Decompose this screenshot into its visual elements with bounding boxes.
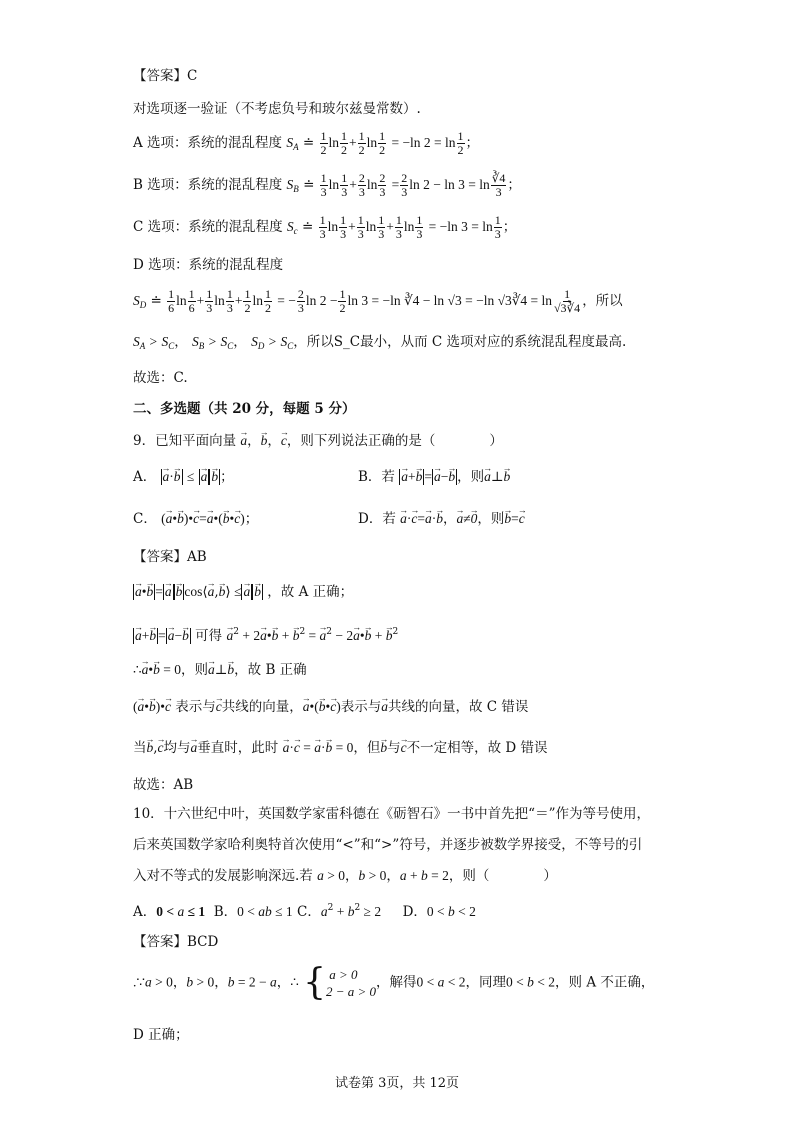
solution-text: 均与 xyxy=(163,740,191,756)
q9-answer-line xyxy=(133,547,207,567)
option-label: A 选项：系统的混乱程度 xyxy=(133,135,283,151)
solution-text: 共线的向量，故 C 错误 xyxy=(387,699,529,715)
q8-intro: 对选项逐一验证（不考虑负号和玻尔兹曼常数）. xyxy=(133,101,421,117)
q9-solution-b1: → a+→ b =→ a−→ b 可得 → $a^2 + 2\to$ a•→ b + → $b^2$ = → $a^2 - 2\to$ a•→ b + → $b^2$ xyxy=(133,622,398,646)
page-footer: 试卷第 3页，共 12页 xyxy=(334,1076,460,1091)
q10-line-3: 入对不等式的发展影响深远.若 a > 0，b > 0，a + b = 2，则（ ） xyxy=(133,868,557,884)
option-label: B． xyxy=(213,904,238,920)
solution-text: ，同理 xyxy=(465,974,507,991)
q10-options: A．0 < a ≤ 1 B．0 < ab ≤ 1 C．$a^2 + b^2 \ge 2$ D．0 < b < 2 xyxy=(133,903,476,920)
option-label: A． xyxy=(133,904,157,920)
solution-text: 与 xyxy=(387,740,401,756)
option-label: C 选项：系统的混乱程度 xyxy=(133,219,283,235)
stem-text: 入对不等式的发展影响深远.若 xyxy=(133,868,313,884)
solution-text: ，故 A 正确； xyxy=(267,584,354,600)
connector-text: ，所以 xyxy=(582,293,623,309)
option-label: C． xyxy=(296,904,321,920)
option-label: D． xyxy=(402,904,427,920)
q8-option-b: B 选项：系统的混乱程度 $S_B$ ≐ $\frac{1}{3}$ ln $\frac{1}{3}$ + $\frac{2}{3}$ ln $\frac{2}{3}$ = $\frac{2}{3}$ ln 2 − ln 3 = ln $\frac{∛4}{3}$ ； xyxy=(133,171,521,199)
stem-tail: ，则下列说法正确的是（ ） xyxy=(286,433,503,449)
q10-line-2: 后来英国数学家哈利奥特首次使用“<”和“>”符号，并逐步被数学界接受，不等号的引 xyxy=(133,837,643,853)
q10-answer-line xyxy=(133,932,218,952)
answer-tag: 【答案】 xyxy=(133,68,187,84)
q9-stem: 9．已知平面向量 → a，→ b，→ c，则下列说法正确的是（ ） xyxy=(133,431,503,451)
solution-text: ，但 xyxy=(353,740,381,756)
q8-option-a: A 选项：系统的混乱程度 $S_A$ ≐ $\frac{1}{2}$ ln $\frac{1}{2}$ + $\frac{1}{2}$ ln $\frac{1}{2}$ = −ln 2 = ln $\frac{1}{2}$ ； xyxy=(133,129,480,157)
q9-solution-d: 当→ b,→ c均与→ a垂直时，此时 → a·→ c = → a·→ b = 0，但→ b与→ c不一定相等，故 D 错误 xyxy=(133,738,548,758)
q9-option-b: B．若 → a+→ b =→ a−→ b ，则→ a⊥→ b xyxy=(358,467,510,487)
q9-option-d: D．若 → a·→ c=→ a·→ b，→ a≠→ 0，则→ b=→ c xyxy=(358,509,525,529)
q10-solution: .∵a > 0，b > 0，b = 2 − a，∴ { a > 0 2 − a > 0 ，解得0 < a < 2，同理0 < b < 2，则 A 不正确， xyxy=(133,962,655,1003)
solution-text: ，则 A 不正确， xyxy=(555,974,655,991)
q8-option-d-formula: $S_D$ ≐ $\frac{1}{6}$ ln $\frac{1}{6}$ + $\frac{1}{3}$ ln $\frac{1}{3}$ + $\frac{1}{2}$ ln $\frac{1}{2}$ = − $\frac{2}{3}$ ln 2 − $\frac{1}{2}$ ln 3 = −ln ∛4 − ln √3 = −ln √3∛4 = ln $\frac{1}{√3∛4}$ ，所以 xyxy=(133,287,623,315)
option-label: D．若 xyxy=(358,511,396,527)
q8-answer-line xyxy=(133,66,197,86)
solution-text: 共线的向量， xyxy=(221,699,303,715)
q8-option-c: C 选项：系统的混乱程度 $S_c$ ≐ $\frac{1}{3}$ ln $\frac{1}{3}$ + $\frac{1}{3}$ ln $\frac{1}{3}$ + $\frac{1}{3}$ ln $\frac{1}{3}$ = −ln 3 = ln $\frac{1}{3}$ ； xyxy=(133,213,517,241)
q8-option-d-label: D 选项：系统的混乱程度 xyxy=(133,257,284,273)
q9-solution-b2: ∴→ a•→ b = 0，则→ a⊥→ b，故 B 正确 xyxy=(133,660,307,680)
answer-value: BCD xyxy=(187,934,219,950)
answer-value: C xyxy=(187,68,198,84)
solution-text: ，故 B 正确 xyxy=(234,662,307,678)
q9-option-c: C． (→ a•→ b)•→ c=→ a•(→ b•→ c)； xyxy=(133,509,258,529)
option-label: A． xyxy=(133,469,157,485)
stem-tail: ，则（ ） xyxy=(448,868,557,884)
solution-text: 表示与 xyxy=(340,699,382,715)
solution-text: ，解得 xyxy=(376,974,417,991)
option-label: B 选项：系统的混乱程度 xyxy=(133,177,283,193)
option-label: C． xyxy=(133,511,157,527)
solution-text: 表示与 xyxy=(175,699,216,715)
q8-conclusion: $S_A > S_C$， $S_B > S_C$， $S_D > S_C$，所以S_C最小，从而 C 选项对应的系统混乱程度最高. xyxy=(133,334,627,351)
answer-tag: 【答案】 xyxy=(133,934,187,950)
answer-value: AB xyxy=(187,549,207,565)
q9-option-a: A． → a·→ b ≤ → a→ b ； xyxy=(133,467,234,487)
section-heading: 二、多选题（共 20 分，每题 5 分） xyxy=(133,401,356,417)
q9-solution-a: → a•→ b =→ a→ b cos⟨→ a,→ b⟩ ≤→ a→ b ，故 A 正确； xyxy=(133,582,353,602)
solution-text: 垂直时，此时 xyxy=(197,740,279,756)
q10-d-correct: D 正确； xyxy=(133,1027,189,1043)
stem-text: 9．已知平面向量 xyxy=(133,433,237,449)
answer-tag: 【答案】 xyxy=(133,549,187,565)
q10-line-1: 10．十六世纪中叶，英国数学家雷科德在《砺智石》一书中首先把“＝”作为等号使用， xyxy=(133,806,650,822)
solution-text: 不一定相等，故 D 错误 xyxy=(406,740,548,756)
option-label: B．若 xyxy=(358,469,395,485)
q9-solution-c: (→ a•→ b)•→ c 表示与→ c共线的向量，→ a•(→ b•→ c)表示与→ a共线的向量，故 C 错误 xyxy=(133,697,528,717)
q9-choose: 故选：AB xyxy=(133,777,194,793)
conclusion-text: ，所以S_C最小，从而 C 选项对应的系统混乱程度最高. xyxy=(293,334,627,350)
q8-choose: 故选：C. xyxy=(133,370,188,386)
solution-text: 可得 xyxy=(195,628,223,644)
solution-text: 当 xyxy=(133,740,147,756)
